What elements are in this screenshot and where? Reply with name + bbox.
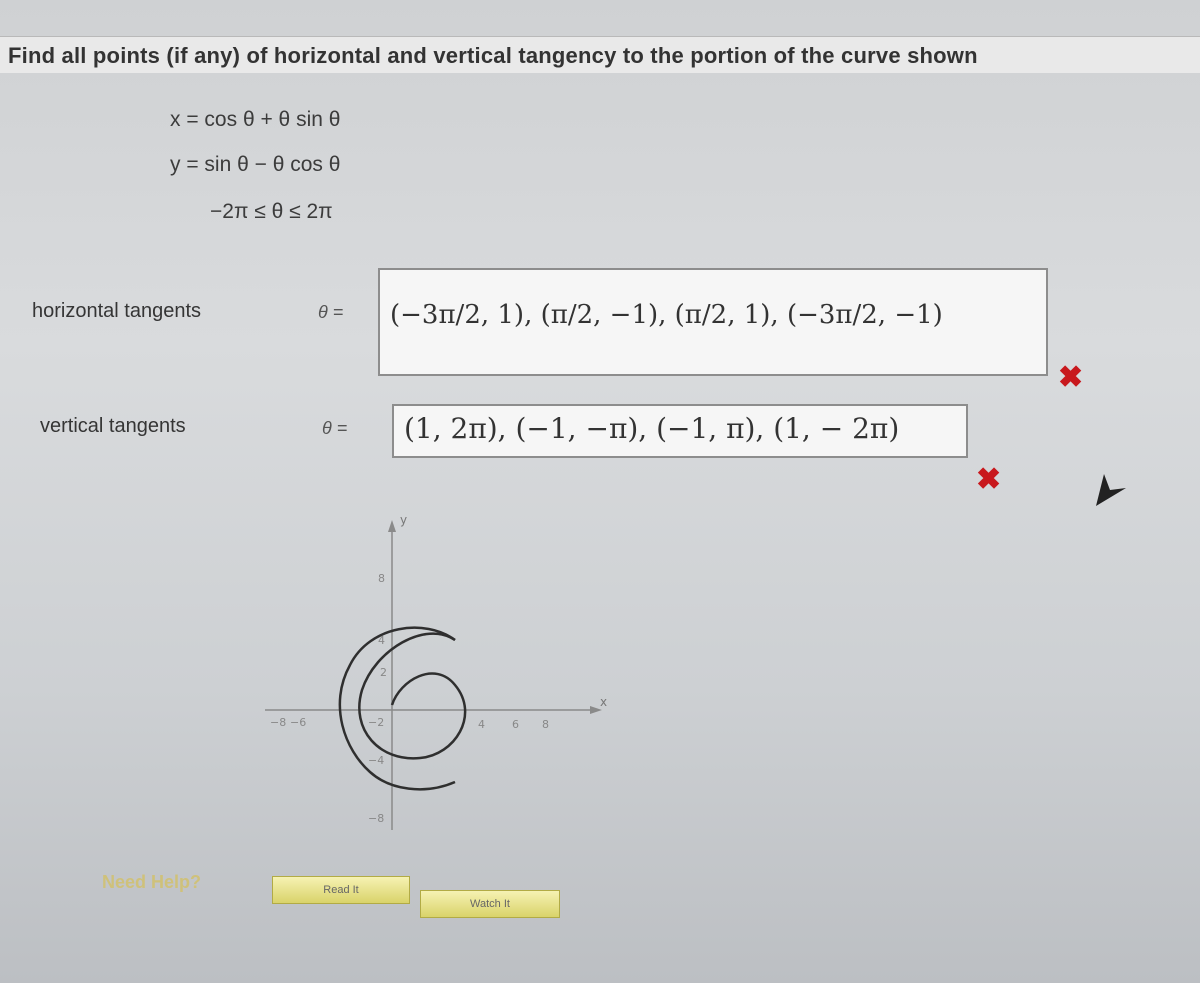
horizontal-theta-label: θ = (318, 302, 344, 322)
y-tick-label: −4 (368, 754, 385, 767)
question-bar (0, 36, 1200, 73)
x-equation: x = cos θ + θ sin θ (170, 108, 341, 131)
theta-domain: −2π ≤ θ ≤ 2π (210, 200, 333, 223)
read-it-button[interactable]: Read It (272, 876, 410, 904)
watch-it-button[interactable]: Watch It (420, 890, 560, 918)
y-axis-label: y (400, 513, 408, 527)
vertical-tangents-label: vertical tangents (40, 415, 186, 437)
vertical-theta-label: θ = (322, 418, 348, 438)
question-text: Find all points (if any) of horizontal and vertical tangency to the portion of the curve shown (8, 43, 978, 68)
y-tick-label: −8 (368, 812, 385, 825)
vertical-wrong-icon: ✖ (976, 463, 1002, 496)
curve-inner (359, 634, 465, 759)
y-equation: y = sin θ − θ cos θ (170, 153, 341, 176)
horizontal-answer-value: (−3π/2, 1), (π/2, −1), (π/2, 1), (−3π/2, −1) (390, 300, 943, 330)
y-axis-arrow-icon (388, 520, 396, 532)
y-tick-label: 8 (378, 572, 385, 585)
horizontal-tangents-label: horizontal tangents (32, 300, 202, 322)
vertical-answer-input[interactable] (392, 404, 968, 458)
y-tick-label: 2 (380, 666, 387, 679)
x-axis-label: x (600, 695, 608, 709)
need-help-label: Need Help? (102, 872, 202, 892)
x-tick-label: 8 (542, 718, 549, 731)
curve-outer (340, 628, 455, 790)
curve-graph (250, 500, 650, 860)
x-tick-label: 6 (512, 718, 519, 731)
x-tick-label: 4 (478, 718, 485, 731)
cursor-arrow-icon (1090, 470, 1130, 510)
y-tick-label: 4 (378, 634, 385, 647)
horizontal-answer-input[interactable] (378, 268, 1048, 376)
y-tick-label: −2 (368, 716, 385, 729)
x-tick-label: −6 (290, 716, 307, 729)
vertical-answer-value: (1, 2π), (−1, −π), (−1, π), (1, − 2π) (404, 412, 900, 445)
x-tick-label: −8 (270, 716, 287, 729)
horizontal-wrong-icon: ✖ (1058, 361, 1084, 394)
